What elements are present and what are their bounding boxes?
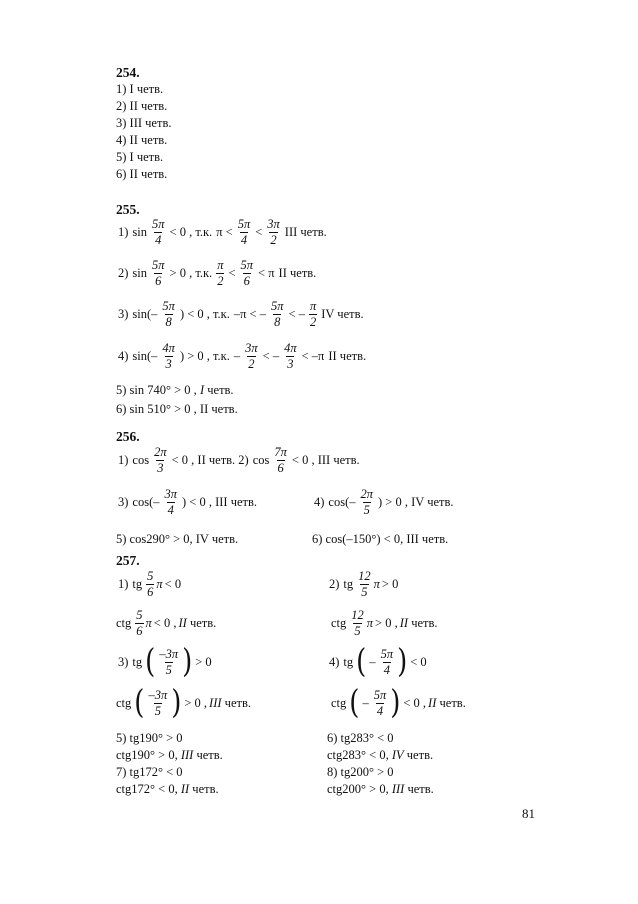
fraction: $\frac{3\pi}{2}$: [245, 341, 258, 371]
equation-255-1: 1) sin $\frac{5\pi}{4}$ < 0 , т.к. π < $\frac{5\pi}{4}$ < $\frac{3\pi}{2}$ III четв.: [118, 217, 327, 247]
equation-257-8-ctg: ctg200° > 0, III четв.: [327, 782, 434, 796]
equation-256-5: 5) cos290° > 0, IV четв.: [116, 532, 239, 546]
fraction: $\frac{-3\pi}{5}$: [159, 647, 179, 677]
equation-256-4: 4) cos(– $\frac{2\pi}{5}$ ) > 0 , IV четв.: [314, 487, 454, 517]
fraction: $\frac{5\pi}{4}$: [373, 688, 387, 718]
equation-257-7-ctg: ctg172° < 0, II четв.: [116, 782, 219, 796]
fraction: $\frac{5\pi}{4}$: [237, 217, 251, 247]
answer-line: 4) II четв.: [116, 133, 168, 147]
equation-257-3: 3) tg ( $\frac{-3\pi}{5}$ ) > 0: [118, 643, 212, 681]
equation-257-4: 4) tg ( – $\frac{5\pi}{4}$ ) < 0: [329, 643, 427, 681]
fraction: $\frac{5}{6}$: [136, 608, 143, 638]
answer-line: 6) II четв.: [116, 167, 168, 181]
fraction: $\frac{4\pi}{3}$: [162, 341, 175, 371]
fraction: $\frac{3\pi}{4}$: [164, 487, 178, 517]
equation-257-8: 8) tg200° > 0: [327, 765, 394, 779]
fraction: $\frac{3\pi}{2}$: [267, 217, 280, 247]
fraction: $\frac{4\pi}{3}$: [284, 341, 297, 371]
equation-257-3-ctg: ctg ( $\frac{-3\pi}{5}$ ) > 0 , III четв.: [116, 684, 251, 722]
equation-257-4-ctg: ctg ( – $\frac{5\pi}{4}$ ) < 0 , II четв.: [331, 684, 466, 722]
fraction: $\frac{5\pi}{6}$: [240, 258, 254, 288]
fraction: $\frac{\pi}{2}$: [309, 299, 317, 329]
equation-257-1: 1) tg $\frac{5}{6}$ π < 0: [118, 569, 182, 599]
answer-line: 3) III четв.: [116, 116, 172, 130]
fraction: $\frac{2\pi}{5}$: [360, 487, 374, 517]
fraction: $\frac{5\pi}{4}$: [152, 217, 165, 247]
fraction: $\frac{5\pi}{8}$: [162, 299, 175, 329]
fraction: $\frac{5\pi}{8}$: [271, 299, 284, 329]
problem-254: [116, 64, 548, 183]
equation-255-3: 3) sin(– $\frac{5\pi}{8}$ ) < 0 , т.к. –π < – $\frac{5\pi}{8}$ < – $\frac{\pi}{2}$ IV четв.: [118, 299, 364, 329]
problem-title: 254.: [116, 65, 140, 80]
fraction: $\frac{-3\pi}{5}$: [148, 688, 168, 718]
equation-257-5: 5) tg190° > 0: [116, 731, 183, 745]
problem-title: 257.: [116, 553, 140, 568]
equation-257-7: 7) tg172° < 0: [116, 765, 183, 779]
equation-255-5: 5) sin 740° > 0 , I четв.: [116, 383, 234, 397]
answer-line: 1) I четв.: [116, 82, 164, 96]
equation-257-2-ctg: ctg $\frac{12}{5}$ π > 0 , II четв.: [331, 608, 438, 638]
problem-title: 256.: [116, 429, 140, 444]
equation-256-6: 6) cos(–150°) < 0, III четв.: [312, 532, 449, 546]
page-number: 81: [522, 806, 535, 821]
fraction: $\frac{2\pi}{3}$: [154, 445, 167, 475]
equation-256-3: 3) cos(– $\frac{3\pi}{4}$ ) < 0 , III четв.: [118, 487, 258, 517]
fraction: $\frac{5\pi}{4}$: [380, 647, 394, 677]
equation-257-1-ctg: ctg $\frac{5}{6}$ π < 0 , II четв.: [116, 608, 217, 638]
equation-255-2: 2) sin $\frac{5\pi}{6}$ > 0 , т.к. $\frac{\pi}{2}$ < $\frac{5\pi}{6}$ < π II четв.: [118, 258, 317, 288]
problem-title: 255.: [116, 202, 140, 217]
equation-257-6: 6) tg283° < 0: [327, 731, 394, 745]
fraction: $\frac{5\pi}{6}$: [152, 258, 165, 288]
equation-255-4: 4) sin(– $\frac{4\pi}{3}$ ) > 0 , т.к. – $\frac{3\pi}{2}$ < – $\frac{4\pi}{3}$ < –π II четв.: [118, 341, 367, 371]
equation-257-2: 2) tg $\frac{12}{5}$ π > 0: [329, 569, 399, 599]
fraction: $\frac{12}{5}$: [358, 569, 371, 599]
fraction: $\frac{5}{6}$: [147, 569, 154, 599]
fraction: $\frac{12}{5}$: [351, 608, 364, 638]
fraction: $\frac{\pi}{2}$: [217, 258, 224, 288]
fraction: $\frac{7\pi}{6}$: [274, 445, 287, 475]
equation-256-1: 1) cos $\frac{2\pi}{3}$ < 0 , II четв. 2) cos $\frac{7\pi}{6}$ < 0 , III четв.: [118, 445, 360, 475]
answer-line: 2) II четв.: [116, 99, 168, 113]
equation-255-6: 6) sin 510° > 0 , II четв.: [116, 402, 238, 416]
answer-line: 5) I четв.: [116, 150, 164, 164]
equation-257-6-ctg: ctg283° < 0, IV четв.: [327, 748, 434, 762]
equation-257-5-ctg: ctg190° > 0, III четв.: [116, 748, 223, 762]
